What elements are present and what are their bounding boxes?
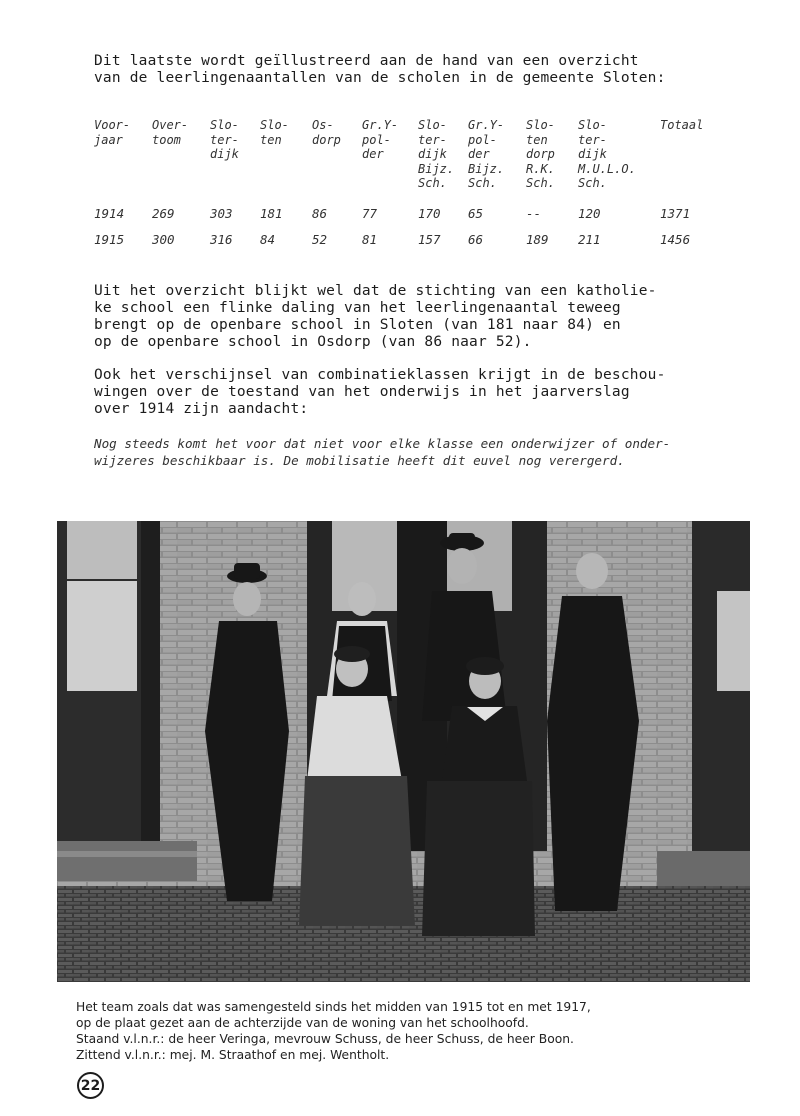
table-cell: 269 [152, 206, 175, 221]
report-quote: Nog steeds komt het voor dat niet voor elke klasse een onderwijzer of onder- wijzeres beschikbaar is. De mobilisatie heeft dit euvel nog verergerd. [94, 436, 671, 468]
pupil-count-table [0, 0, 800, 260]
table-header-cell: Slo- ter- dijk [210, 118, 239, 161]
table-cell: 303 [210, 206, 233, 221]
table-header-cell: Slo- ten [260, 118, 289, 147]
table-cell: 211 [578, 232, 601, 247]
table-cell: 81 [362, 232, 378, 247]
table-cell: 316 [210, 232, 233, 247]
photo-caption: Het team zoals dat was samengesteld sinds het midden van 1915 tot en met 1917, op de plaat gezet aan de achterzijde van de woning van het schoolhoofd. Staand v.l.n.r.: de heer Veringa, mevrouw Schuss, de heer Schuss, de heer Boon. Zittend v.l.n.r.: mej. M. Straathof en mej. Wentholt. [76, 1000, 591, 1062]
table-cell: 189 [526, 232, 549, 247]
table-header-cell: Slo- ten dorp R.K. Sch. [526, 118, 555, 190]
combination-classes-paragraph: Ook het verschijnsel van combinatieklassen krijgt in de beschou- wingen over de toestand van het onderwijs in het jaarverslag over 1914 zijn aandacht: [94, 367, 666, 417]
table-cell: 1915 [94, 232, 125, 247]
table-cell: 1456 [660, 232, 691, 247]
table-cell: 65 [468, 206, 484, 221]
table-cell: 1371 [660, 206, 691, 221]
table-header-cell: Over- toom [152, 118, 189, 147]
table-header-cell: Slo- ter- dijk Bijz. Sch. [418, 118, 455, 190]
table-cell: 120 [578, 206, 601, 221]
table-cell: 157 [418, 232, 441, 247]
table-cell: 84 [260, 232, 276, 247]
table-cell: 86 [312, 206, 328, 221]
team-photo [57, 521, 750, 982]
page-number: 22 [77, 1072, 104, 1099]
analysis-paragraph: Uit het overzicht blijkt wel dat de stichting van een katholie- ke school een flinke daling van het leerlingenaantal teweeg brengt op de openbare school in Sloten (van 181 naar 84) en op de openbare school in Osdorp (van 86 naar 52). [94, 283, 657, 350]
table-cell: 181 [260, 206, 283, 221]
table-cell: 52 [312, 232, 328, 247]
table-header-cell: Slo- ter- dijk M.U.L.O. Sch. [578, 118, 636, 190]
table-cell: -- [526, 206, 542, 221]
table-cell: 1914 [94, 206, 125, 221]
table-header-cell: Gr.Y- pol- der Bijz. Sch. [468, 118, 505, 190]
table-header-cell: Totaal [660, 118, 704, 132]
intro-paragraph: Dit laatste wordt geïllustreerd aan de hand van een overzicht van de leerlingenaantallen van de scholen in de gemeente Sloten: [94, 53, 666, 86]
table-header-cell: Gr.Y- pol- der [362, 118, 399, 161]
table-cell: 77 [362, 206, 378, 221]
table-header-cell: Voor- jaar [94, 118, 131, 147]
table-header-cell: Os- dorp [312, 118, 341, 147]
table-cell: 300 [152, 232, 175, 247]
table-cell: 170 [418, 206, 441, 221]
table-cell: 66 [468, 232, 484, 247]
